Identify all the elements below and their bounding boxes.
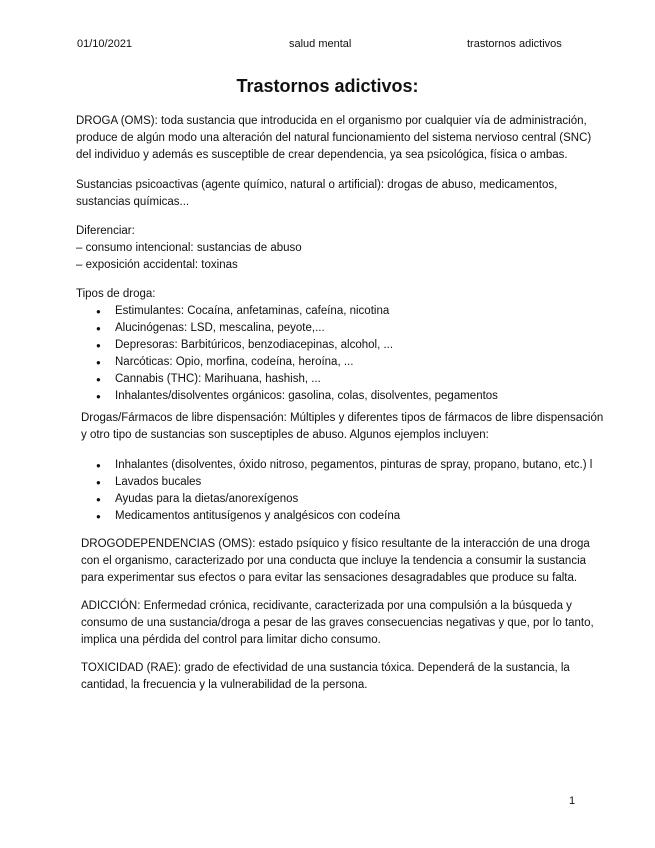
drogodependencias-line: DROGODEPENDENCIAS (OMS): estado psíquico y físico resultante de la interacción de una droga xyxy=(81,538,590,550)
tipos-list xyxy=(76,303,498,405)
toxicidad-paragraph xyxy=(81,660,621,694)
list-item: ● Ayudas para la dietas/anorexígenos xyxy=(76,491,592,508)
droga-line: del individuo y además es susceptible de crear dependencia, ya sea psicológica, física o ambas. xyxy=(76,149,568,161)
toxicidad-line: cantidad, la frecuencia y la vulnerabilidad de la persona. xyxy=(81,679,368,691)
page-number: 1 xyxy=(569,795,576,807)
list-item: ● Inhalantes (disolventes, óxido nitroso, pegamentos, pinturas de spray, propano, butano, etc.) l xyxy=(76,457,592,474)
list-item: ● Lavados bucales xyxy=(76,474,592,491)
list-item: ● Alucinógenas: LSD, mescalina, peyote,... xyxy=(76,320,498,337)
farmacos-paragraph xyxy=(81,410,621,444)
page-title: Trastornos adictivos: xyxy=(236,76,419,96)
drogodependencias-paragraph xyxy=(81,536,621,587)
adiccion-line: consumo de una sustancia/droga a pesar de las graves consecuencias negativas y que, por lo tanto, xyxy=(81,617,594,629)
sustancias-line: Sustancias psicoactivas (agente químico, natural o artificial): drogas de abuso, medicamentos, xyxy=(76,179,558,191)
header-date: 01/10/2021 xyxy=(77,38,133,50)
diferenciar-line: Diferenciar: xyxy=(76,225,135,237)
list-item: ● Estimulantes: Cocaína, anfetaminas, cafeína, nicotina xyxy=(76,303,498,320)
adiccion-line: ADICCIÓN: Enfermedad crónica, recidivante, caracterizada por una compulsión a la búsqueda y xyxy=(81,600,572,612)
list-item: ● Medicamentos antitusígenos y analgésicos con codeína xyxy=(76,508,592,525)
list-item: ● Narcóticas: Opio, morfina, codeína, heroína, ... xyxy=(76,354,498,371)
droga-line: DROGA (OMS): toda sustancia que introducida en el organismo por cualquier vía de administración, xyxy=(76,115,587,127)
farmacos-list xyxy=(76,457,592,525)
list-item: ● Inhalantes/disolventes orgánicos: gasolina, colas, disolventes, pegamentos xyxy=(76,388,498,405)
farmacos-line: y otro tipo de sustancias son susceptiples de abuso. Algunos ejemplos incluyen: xyxy=(81,429,489,441)
header-topic: trastornos adictivos xyxy=(467,38,562,50)
droga-line: produce de algún modo una alteración del natural funcionamiento del sistema nervioso central (SNC) xyxy=(76,132,592,144)
adiccion-paragraph xyxy=(81,598,621,649)
list-item: ● Cannabis (THC): Marihuana, hashish, ... xyxy=(76,371,498,388)
toxicidad-line: TOXICIDAD (RAE): grado de efectividad de una sustancia tóxica. Dependerá de la sustancia, la xyxy=(81,662,570,674)
sustancias-paragraph xyxy=(76,177,596,211)
tipos-heading: Tipos de droga: xyxy=(76,288,156,300)
diferenciar-line: – consumo intencional: sustancias de abuso xyxy=(76,242,302,254)
adiccion-line: implica una pérdida del control para limitar dicho consumo. xyxy=(81,634,381,646)
header-subject: salud mental xyxy=(289,38,352,50)
diferenciar-paragraph xyxy=(76,223,596,274)
drogodependencias-line: para experimentar sus efectos o para evitar las sensaciones desagradables que produce su falta. xyxy=(81,572,578,584)
farmacos-line: Drogas/Fármacos de libre dispensación: Múltiples y diferentes tipos de fármacos de libre dispensación xyxy=(81,412,604,424)
list-item: ● Depresoras: Barbitúricos, benzodiacepinas, alcohol, ... xyxy=(76,337,498,354)
sustancias-line: sustancias químicas... xyxy=(76,196,190,208)
droga-definition xyxy=(76,113,596,164)
diferenciar-line: – exposición accidental: toxinas xyxy=(76,259,238,271)
drogodependencias-line: con el organismo, caracterizado por una conducta que incluye la tendencia a consumir la sustancia xyxy=(81,555,587,567)
